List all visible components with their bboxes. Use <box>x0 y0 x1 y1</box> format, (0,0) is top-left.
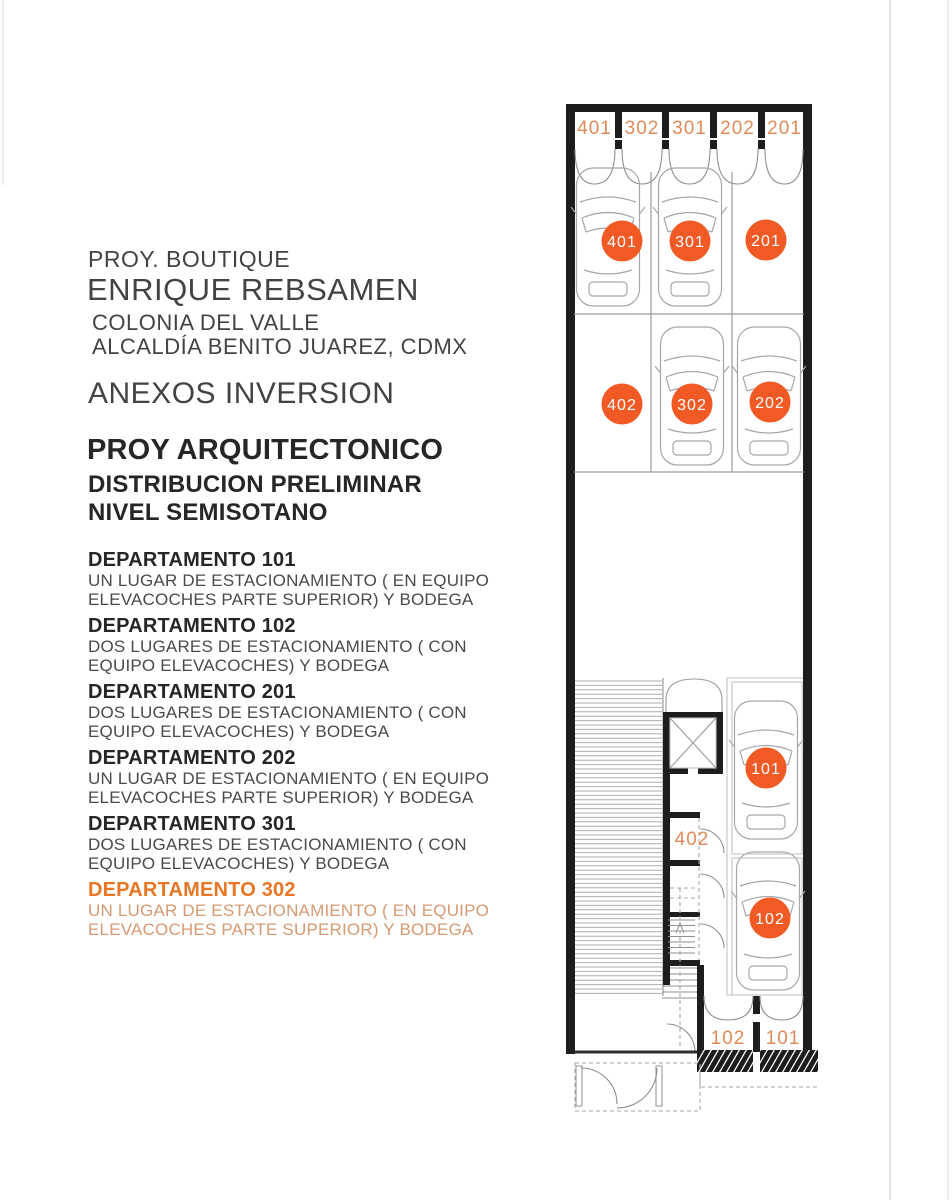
project-alcaldia: ALCALDÍA BENITO JUAREZ, CDMX <box>92 334 468 359</box>
department-desc-line2: EQUIPO ELEVACOCHES) Y BODEGA <box>88 722 390 741</box>
cars <box>571 168 806 990</box>
department-desc-line1: UN LUGAR DE ESTACIONAMIENTO ( EN EQUIPO <box>88 769 490 788</box>
drawing-title-line2: DISTRIBUCION PRELIMINAR <box>88 471 422 498</box>
storage-bottom <box>704 996 803 1052</box>
badge-label: 201 <box>751 233 781 250</box>
badge-label: 202 <box>755 395 785 412</box>
parking-badge-301 <box>670 221 711 262</box>
parking-rows <box>574 172 804 472</box>
storage-label-402: 402 <box>674 829 710 850</box>
department-desc-line2: ELEVACOCHES PARTE SUPERIOR) Y BODEGA <box>88 920 474 939</box>
badge-label: 101 <box>751 761 781 778</box>
department-desc-line1: DOS LUGARES DE ESTACIONAMIENTO ( CON <box>88 703 467 722</box>
drawing-title-line1: PROY ARQUITECTONICO <box>87 434 444 466</box>
badge-label: 301 <box>675 234 705 251</box>
department-desc-line1: DOS LUGARES DE ESTACIONAMIENTO ( CON <box>88 637 467 656</box>
parking-badge-201 <box>746 220 787 261</box>
elevator <box>663 679 723 774</box>
badge-label: 302 <box>677 397 707 414</box>
department-name: DEPARTAMENTO 101 <box>88 549 296 571</box>
stairs-treads <box>668 920 695 953</box>
parking-badge-401 <box>602 221 643 262</box>
perimeter-hatch-wall <box>574 1047 846 1075</box>
storage-label-301: 301 <box>672 118 707 139</box>
department-desc-line2: EQUIPO ELEVACOCHES) Y BODEGA <box>88 854 390 873</box>
utility-rooms <box>663 774 724 1052</box>
storage-label-302: 302 <box>624 118 660 139</box>
parking-stalls-right <box>727 678 803 995</box>
department-desc-line1: UN LUGAR DE ESTACIONAMIENTO ( EN EQUIPO <box>88 571 490 590</box>
parking-badge-102 <box>750 898 791 939</box>
department-name: DEPARTAMENTO 301 <box>88 813 296 835</box>
department-desc-line1: UN LUGAR DE ESTACIONAMIENTO ( EN EQUIPO <box>88 901 490 920</box>
storage-label-101: 101 <box>765 1028 801 1049</box>
storage-label-102: 102 <box>710 1028 746 1049</box>
section-title: ANEXOS INVERSION <box>88 377 395 410</box>
project-name: ENRIQUE REBSAMEN <box>87 272 419 307</box>
entry-door-arcs <box>581 1068 657 1108</box>
property-line <box>700 1074 818 1087</box>
department-desc-line2: ELEVACOCHES PARTE SUPERIOR) Y BODEGA <box>88 788 474 807</box>
department-desc-line2: EQUIPO ELEVACOCHES) Y BODEGA <box>88 656 390 675</box>
badge-label: 402 <box>607 397 637 414</box>
project-type: PROY. BOUTIQUE <box>88 246 291 272</box>
badge-label: 102 <box>755 911 785 928</box>
department-name: DEPARTAMENTO 302 <box>88 879 296 901</box>
storage-label-202: 202 <box>720 118 755 139</box>
department-name: DEPARTAMENTO 201 <box>88 681 296 703</box>
parking-badge-302 <box>672 384 713 425</box>
department-desc-line2: ELEVACOCHES PARTE SUPERIOR) Y BODEGA <box>88 590 474 609</box>
storage-top-row <box>575 112 803 184</box>
department-desc-line1: DOS LUGARES DE ESTACIONAMIENTO ( CON <box>88 835 467 854</box>
storage-door-arcs <box>575 149 803 184</box>
badge-label: 401 <box>607 234 637 251</box>
parking-badge-101 <box>746 748 787 789</box>
department-name: DEPARTAMENTO 102 <box>88 615 296 637</box>
ramp-hatch <box>575 681 662 993</box>
parking-badge-202 <box>750 382 791 423</box>
storage-label-201: 201 <box>767 118 802 139</box>
parking-badge-402 <box>602 384 643 425</box>
project-colonia: COLONIA DEL VALLE <box>92 310 320 335</box>
storage-label-401: 401 <box>577 118 612 139</box>
drawing-title-line3: NIVEL SEMISOTANO <box>88 499 328 526</box>
department-name: DEPARTAMENTO 202 <box>88 747 296 769</box>
